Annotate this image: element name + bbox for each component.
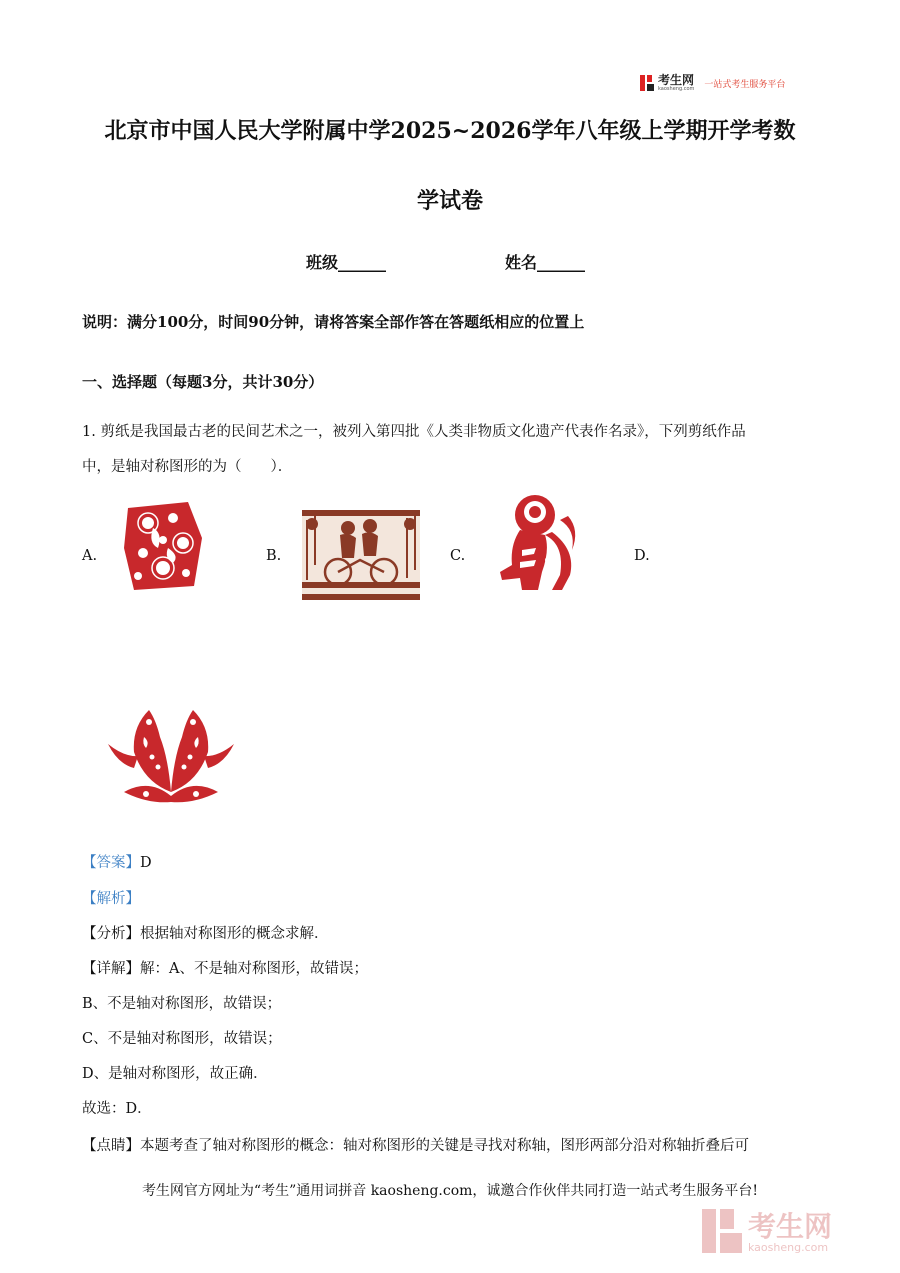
fenxi-text: 根据轴对称图形的概念求解． xyxy=(140,926,329,942)
choose-line: 故选：D． xyxy=(82,1101,152,1117)
name-field: 姓名______ xyxy=(505,253,586,272)
xiangjie-tag: 【详解】 xyxy=(82,961,140,977)
detail-line-b: B、不是轴对称图形，故错误； xyxy=(82,996,282,1012)
logo-name: 考生网 xyxy=(658,72,695,87)
answer-line xyxy=(82,851,152,872)
dianjing-text: 本题考查了轴对称图形的概念：轴对称图形的关键是寻找对称轴，图形两部分沿对称轴折叠后可 xyxy=(140,1138,749,1154)
section-heading: 一、选择题（每题3分，共计30分） xyxy=(82,373,324,391)
papercut-fish-image xyxy=(104,702,238,808)
logo-domain: kaosheng.com xyxy=(658,85,695,92)
class-field: 班级______ xyxy=(306,253,387,272)
xiangjie-line xyxy=(82,957,368,978)
papercut-monkey-image xyxy=(490,490,582,598)
watermark-name: 考生网 xyxy=(748,1209,833,1243)
option-label-c: C. xyxy=(450,548,466,564)
fenxi-line xyxy=(82,922,329,943)
site-logo xyxy=(640,72,810,94)
logo-mark-icon xyxy=(640,75,654,91)
answer-tag: 【答案】 xyxy=(82,855,140,871)
question-text-line2: 中，是轴对称图形的为（ ）． xyxy=(82,459,293,475)
footer-note: 考生网官方网址为“考生”通用词拼音 kaosheng.com，诚邀合作伙伴共同打造一站式考生服务平台! xyxy=(141,1183,759,1199)
papercut-fu-image xyxy=(118,498,208,593)
dianjing-tag: 【点睛】 xyxy=(82,1138,140,1154)
detail-line-d: D、是轴对称图形，故正确． xyxy=(82,1066,268,1082)
logo-slogan: 一站式考生服务平台 xyxy=(704,79,786,90)
watermark-mark-icon xyxy=(702,1209,742,1257)
question-text-line1: 1. 剪纸是我国最古老的民间艺术之一，被列入第四批《人类非物质文化遗产代表作名录》，下列剪纸作品 xyxy=(82,424,746,440)
option-label-d: D. xyxy=(634,548,650,564)
xiangjie-text: 解：A、不是轴对称图形，故错误； xyxy=(140,961,368,977)
page-title-line2: 学试卷 xyxy=(416,188,483,214)
fenxi-tag: 【分析】 xyxy=(82,926,140,942)
option-label-b: B. xyxy=(266,548,282,564)
papercut-bicycle-image xyxy=(302,510,420,600)
dianjing-line xyxy=(82,1134,749,1155)
detail-line-c: C、不是轴对称图形，故错误； xyxy=(82,1031,282,1047)
option-label-a: A. xyxy=(82,548,98,564)
page-title-line1: 北京市中国人民大学附属中学2025~2026学年八年级上学期开学考数 xyxy=(104,118,796,144)
watermark-domain: kaosheng.com xyxy=(748,1240,829,1254)
watermark xyxy=(702,1208,872,1258)
answer-value: D xyxy=(140,855,152,871)
instructions: 说明：满分100分，时间90分钟，请将答案全部作答在答题纸相应的位置上 xyxy=(82,313,585,331)
analysis-tag: 【解析】 xyxy=(82,891,140,907)
